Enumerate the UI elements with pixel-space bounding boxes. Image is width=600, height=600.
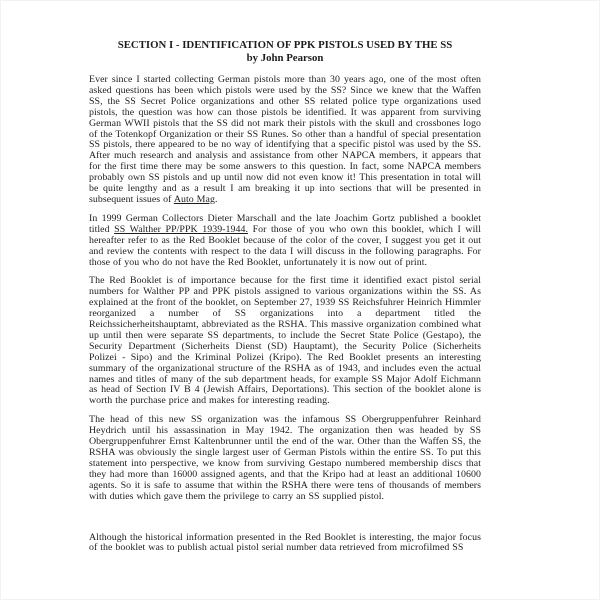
paragraph-2-text-rest: For those of you who own this booklet, which I will hereafter refer to as the Red Booklet because of the color of the cover, I suggest you get it out and review the contents with respect to the data I will discuss in the following paragraphs. For those of you who do not have the Red Booklet, unfortunately it is now out of print. xyxy=(89,223,481,268)
paragraph-2 xyxy=(89,214,481,269)
paragraph-3-text: The Red Booklet is of importance because for the first time it identified exact pistol serial numbers for Walther PP and PPK pistols assigned to various organizations within the SS. As explained at the front of the booklet, on September 27, 1939 SS Reichsfuhrer Heinrich Himmler reorganized a number of SS organizations into a department titled the Reichssicherheitshauptamt, abbreviated as the RSHA. This massive organization combined what up until then were separate SS departments, to include the Secret State Police (Gestapo), the Security Department (Sicherheits Dienst (SD) Hauptamt), the Security Police (Sicherheits Polizei - Sipo) and the Kriminal Polizei (Kripo). The Red Booklet presents an interesting summary of the organizational structure of the RSHA as of 1943, and includes even the actual names and titles of many of the sub department heads, for example SS Major Adolf Eichmann as head of Section IV B 4 (Jewish Affairs, Deportations). This section of the booklet alone is worth the purchase price and makes for interesting reading. xyxy=(89,275,481,407)
paragraph-5 xyxy=(89,533,481,555)
paragraph-1 xyxy=(89,75,481,206)
underlined-booklet-title: SS Walther PP/PPK 1939-1944. xyxy=(114,223,249,235)
paragraph-4 xyxy=(89,415,481,502)
paragraph-2-text-lead: In 1999 German Collectors Dieter Marschall and the late Joachim Gortz published a booklet titled xyxy=(89,212,481,235)
paragraph-3 xyxy=(89,276,481,407)
paragraph-1-text: Ever since I started collecting German pistols more than 30 years ago, one of the most often asked questions has been which pistols were used by the SS? Since we knew that the Waffen SS, the SS Secret Police organizations and other SS related police type organizations used pistols, the question was how can those pistols be identified. It was apparent from surviving German WWII pistols that the SS did not mark their pistols with the skull and crossbones logo of the Totenkopf Organization or their SS Runes. So other than a handful of special presentation SS pistols, there appeared to be no way of identifying that a specific pistol was used by the SS. After much research and analysis and assistance from other NAPCA members, it appears that for the first time there may be some answers to this question. In fact, some NAPCA members probably own SS pistols and up until now did not even know it! This presentation in total will be quite lengthy and as a result I am breaking it up into sections that will be presented in subsequent issues of xyxy=(89,74,481,205)
paragraph-1-period: . xyxy=(214,193,218,205)
paragraph-4-text: The head of this new SS organization was the infamous SS Obergruppenfuhrer Reinhard Heydrich until his assassination in May 1942. The organization then was headed by SS Obergruppenfuhrer Ernst Kaltenbrunner until the end of the war. Other than the Waffen SS, the RSHA was obviously the single largest user of German Pistols within the entire SS. To put this statement into perspective, we know from surviving Gestapo numbered membership discs that they had more than 16000 assigned agents, and that the Kripo had at least an additional 10600 agents. So it is safe to assume that within the RSHA there were tens of thousands of members with duties which gave them the privilege to carry an SS supplied pistol. xyxy=(89,414,481,502)
underlined-auto-mag: Auto Mag xyxy=(173,193,215,205)
paragraph-5-text: Although the historical information presented in the Red Booklet is interesting, the major focus of the booklet was to publish actual pistol serial number data retrieved from microfilmed SS xyxy=(89,531,481,554)
document-content xyxy=(89,39,481,554)
byline: by John Pearson xyxy=(246,52,324,64)
section-title: SECTION I - IDENTIFICATION OF PPK PISTOLS USED BY THE SS xyxy=(117,39,453,51)
